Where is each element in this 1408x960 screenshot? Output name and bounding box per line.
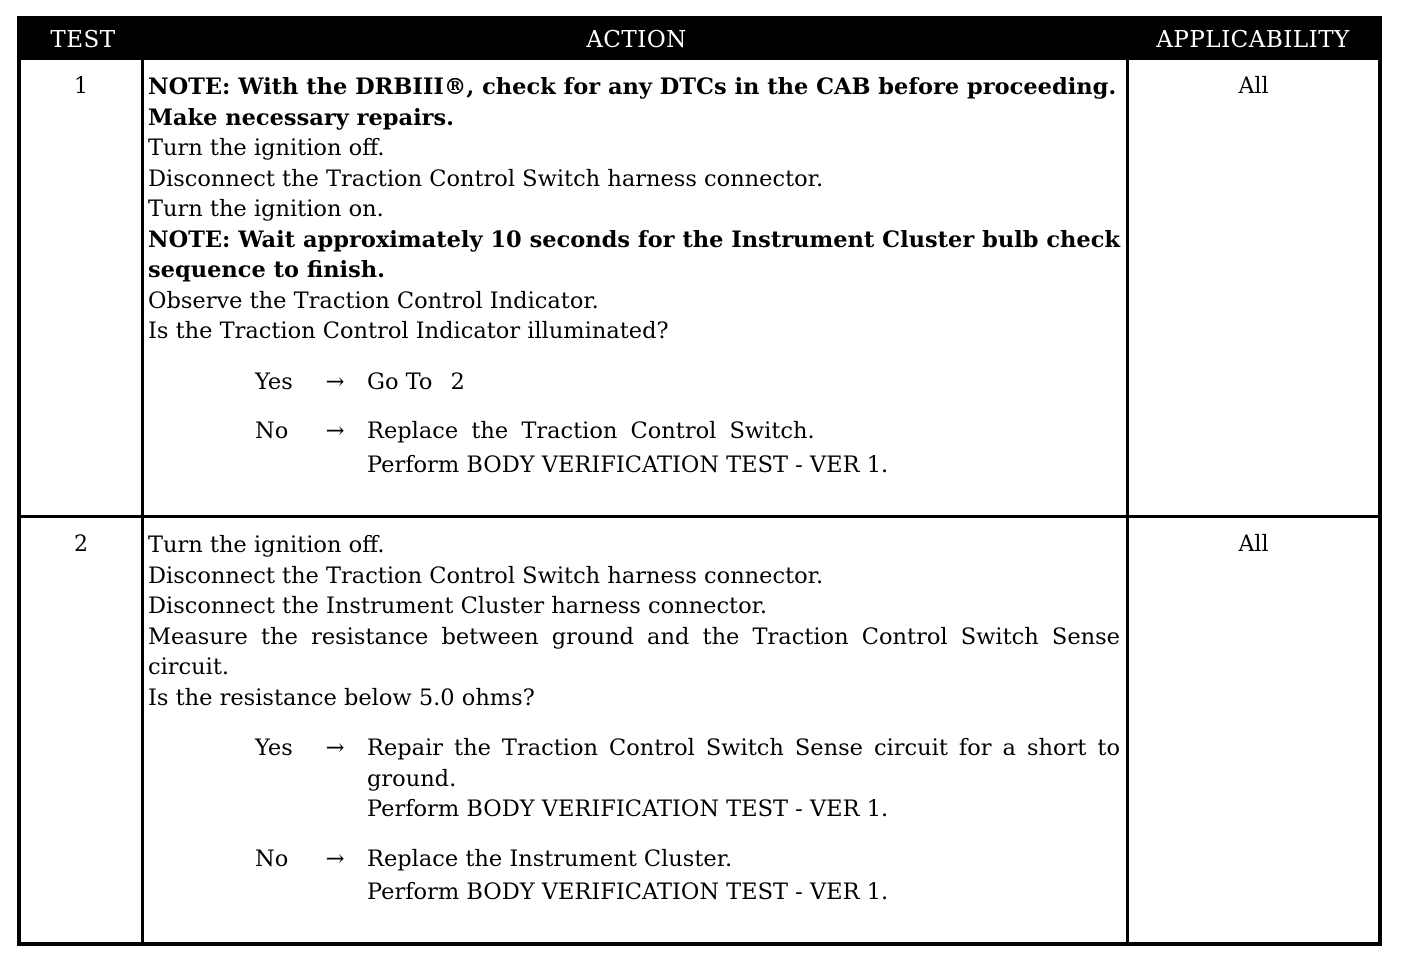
action-cell bbox=[148, 530, 1120, 908]
arrow-icon: → bbox=[325, 418, 345, 444]
instruction-line: Disconnect the Traction Control Switch harness connector. bbox=[148, 562, 824, 589]
arrow-icon: → bbox=[325, 845, 345, 872]
result-line: Replace the Instrument Cluster. bbox=[367, 845, 733, 872]
test-number: 2 bbox=[74, 532, 88, 557]
instruction-line: Turn the ignition on. bbox=[148, 196, 384, 222]
question-line: Is the Traction Control Indicator illuminated? bbox=[148, 318, 669, 344]
choice-label: Yes bbox=[255, 735, 293, 761]
instruction-line: Turn the ignition off. bbox=[148, 135, 385, 161]
test-number: 1 bbox=[74, 74, 88, 99]
instruction-line: Disconnect the Traction Control Switch harness connector. bbox=[148, 165, 824, 192]
header-applicability: APPLICABILITY bbox=[1156, 27, 1350, 53]
choice-no bbox=[255, 844, 1120, 908]
instruction-line: Measure the resistance between ground and the Traction Control Switch Sense circuit. bbox=[148, 623, 1120, 680]
result-line: Replace the Traction Control Switch. bbox=[367, 418, 815, 444]
result-line: Repair the Traction Control Switch Sense circuit for a short to ground. bbox=[367, 735, 1120, 792]
instruction-line: Observe the Traction Control Indicator. bbox=[148, 287, 599, 314]
table-row bbox=[21, 518, 1378, 946]
choice-no bbox=[255, 416, 1120, 480]
choice-result bbox=[367, 416, 1120, 480]
goto-text: Go To bbox=[367, 368, 433, 395]
arrow-icon: → bbox=[325, 735, 345, 761]
choice-label: Yes bbox=[255, 368, 293, 395]
choice-yes bbox=[255, 367, 1120, 398]
applicability-value: All bbox=[1238, 532, 1269, 557]
header-test: TEST bbox=[50, 27, 116, 53]
table-header bbox=[21, 20, 1378, 60]
choice-label: No bbox=[255, 845, 289, 872]
action-cell bbox=[148, 72, 1120, 480]
result-line: Perform BODY VERIFICATION TEST - VER 1. bbox=[367, 879, 889, 905]
choice-result bbox=[367, 733, 1120, 825]
header-action: ACTION bbox=[586, 27, 687, 53]
note-line: NOTE: Wait approximately 10 seconds for the Instrument Cluster bulb check sequence to finish. bbox=[148, 226, 1120, 283]
arrow-icon: → bbox=[325, 368, 345, 395]
instruction-line: Disconnect the Instrument Cluster harness connector. bbox=[148, 593, 768, 619]
result-line: Perform BODY VERIFICATION TEST - VER 1. bbox=[367, 796, 889, 822]
result-line: Perform BODY VERIFICATION TEST - VER 1. bbox=[367, 451, 889, 478]
choice-result bbox=[367, 844, 1120, 908]
instruction-line: Turn the ignition off. bbox=[148, 532, 385, 558]
choice-result bbox=[367, 367, 1120, 398]
note-line: NOTE: With the DRBIII®, check for any DTCs in the CAB before proceeding. bbox=[148, 74, 1117, 100]
note-line: Make necessary repairs. bbox=[148, 104, 454, 131]
choice-label: No bbox=[255, 418, 289, 444]
question-line: Is the resistance below 5.0 ohms? bbox=[148, 684, 535, 711]
diagnostic-test-table bbox=[17, 16, 1382, 946]
table-row bbox=[21, 60, 1378, 515]
choice-yes bbox=[255, 733, 1120, 825]
goto-test-number: 2 bbox=[450, 368, 465, 395]
applicability-value: All bbox=[1238, 74, 1269, 99]
